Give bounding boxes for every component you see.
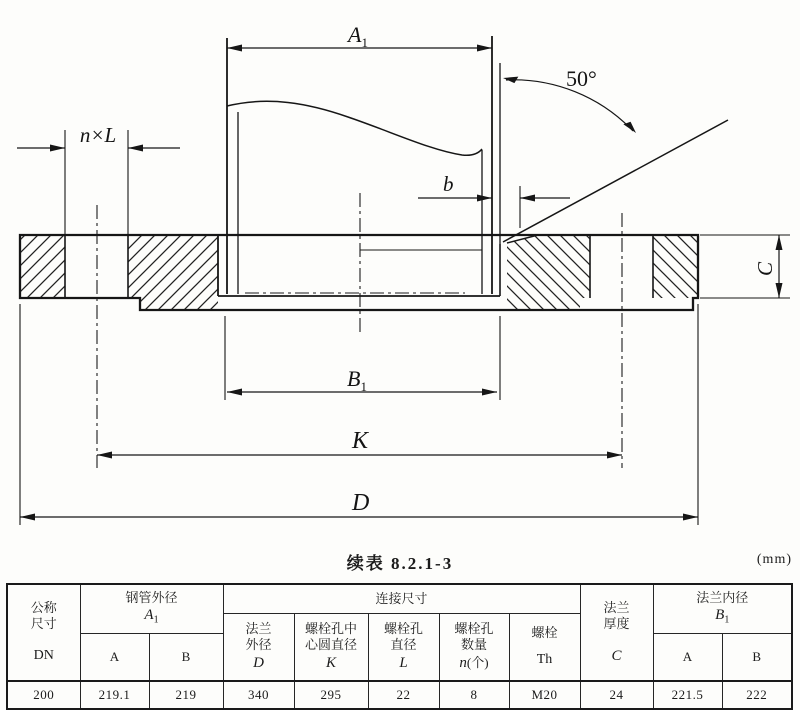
value-bore-a: 221.5: [653, 681, 722, 709]
c-label: C: [753, 261, 777, 276]
k-label: K: [352, 428, 369, 454]
header-pipe-od-a: A: [80, 633, 149, 681]
table-caption-row: [0, 548, 800, 574]
a1-label: $A_1$: [348, 22, 368, 50]
header-bolt-circle: 螺栓孔中 心圆直径 K: [294, 613, 368, 681]
unit-label: (mm): [756, 552, 792, 567]
header-bore-symbol: $B_1$: [715, 607, 730, 626]
header-dn-cjk: 公称 尺寸: [30, 600, 57, 632]
dim-c: [700, 235, 790, 298]
dim-b: [418, 172, 570, 228]
header-c-cjk: 法兰 厚度: [603, 599, 630, 631]
header-c-symbol: C: [611, 647, 622, 664]
value-bolt-count: 8: [439, 681, 509, 709]
header-flange-od: 法兰 外径 D: [223, 613, 294, 681]
b1-label: $B_1$: [347, 366, 367, 394]
header-dn-symbol: DN: [33, 648, 54, 664]
nxl-label: n×L: [79, 123, 117, 147]
header-bore-group: 法兰内径 $B_1$: [653, 584, 792, 633]
value-bolt-thread: M20: [509, 681, 580, 709]
flange-spec-table: [6, 583, 793, 710]
value-bore-b: 222: [722, 681, 792, 709]
header-bolt-hole-dia: 螺栓孔 直径 L: [368, 613, 439, 681]
value-bolt-circle: 295: [294, 681, 368, 709]
weld-bevel-dimension: [500, 63, 728, 244]
header-pipe-od-group: 钢管外径 $A_1$: [80, 584, 223, 633]
dim-a1: [227, 22, 492, 50]
header-dn: [7, 584, 80, 681]
value-pipe-od-a: 219.1: [80, 681, 149, 709]
dim-b1: [225, 316, 500, 400]
d-label: D: [352, 490, 370, 516]
header-bolt-thread: 螺栓 Th: [509, 613, 580, 681]
flange-body: [20, 235, 698, 310]
header-pipe-od-b: B: [149, 633, 223, 681]
header-connection-group: 连接尺寸: [223, 584, 580, 613]
header-bore-b: B: [722, 633, 792, 681]
value-thickness: 24: [580, 681, 653, 709]
dim-d: [20, 304, 698, 525]
pipe-break-line: [227, 101, 482, 155]
value-dn: 200: [7, 681, 80, 709]
angle-label: 50°: [566, 66, 597, 91]
dim-nxl: [17, 123, 180, 235]
header-bolt-hole-count: 螺栓孔 数量 n(个): [439, 613, 509, 681]
table-caption: 续表 8.2.1-3: [346, 554, 454, 573]
header-bore-a: A: [653, 633, 722, 681]
value-bolt-hole-dia: 22: [368, 681, 439, 709]
b-label: b: [443, 172, 454, 196]
value-flange-od: 340: [223, 681, 294, 709]
dim-k: [97, 428, 622, 455]
header-pipe-od-symbol: $A_1$: [144, 607, 159, 626]
header-flange-thickness: [580, 584, 653, 681]
value-pipe-od-b: 219: [149, 681, 223, 709]
